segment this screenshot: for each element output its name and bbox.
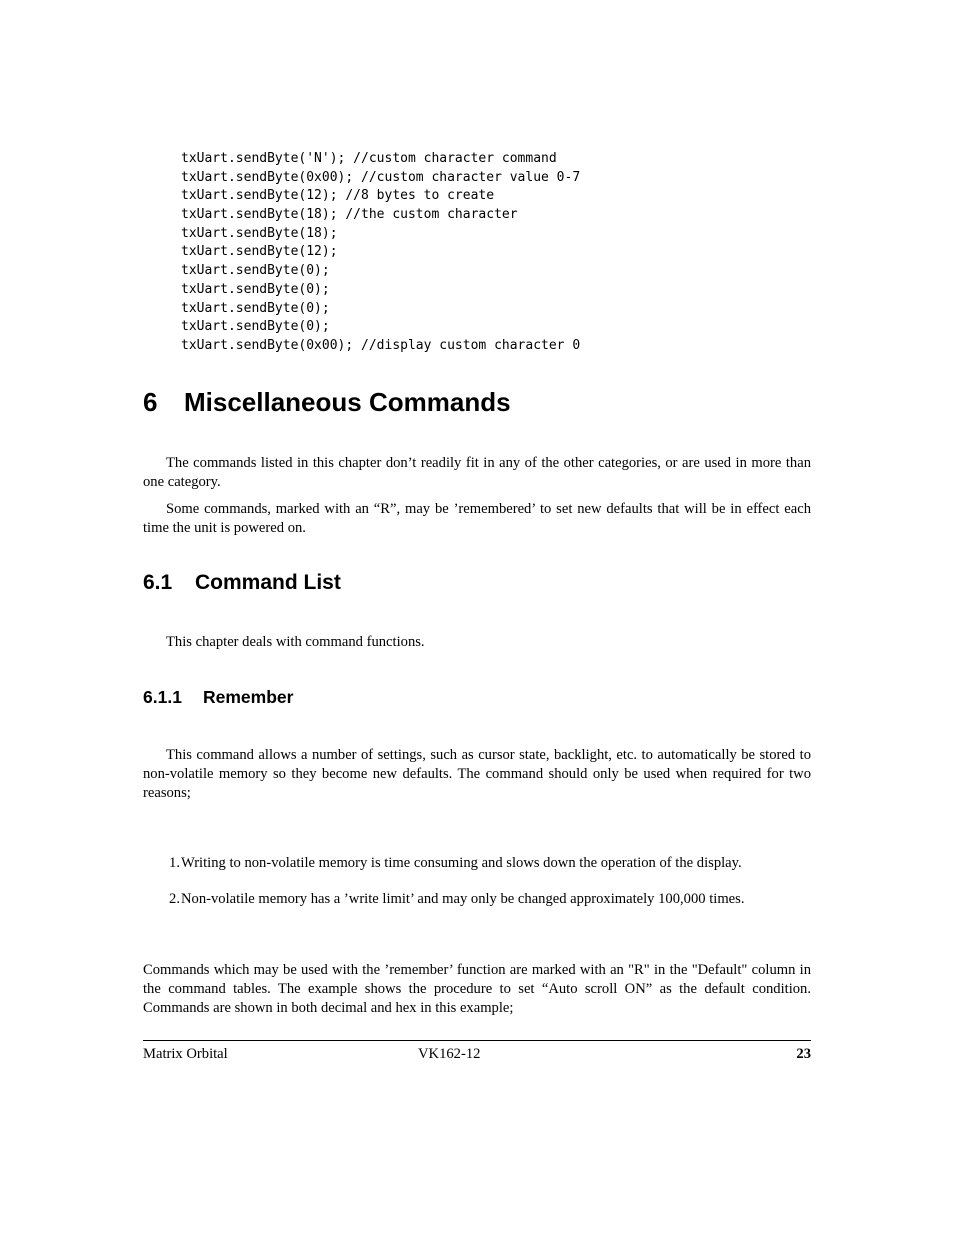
list-item-text: Writing to non-volatile memory is time consuming and slows down the operation of the display. <box>181 855 742 871</box>
subsection-number: 6.1 <box>143 571 173 594</box>
code-line: txUart.sendByte(12); //8 bytes to create <box>181 188 495 204</box>
list-item-text: Non-volatile memory has a ’write limit’ and may only be changed approximately 100,000 times. <box>181 891 745 907</box>
remember-description-paragraph: This command allows a number of settings, such as cursor state, backlight, etc. to automatically be stored to non-volatile memory so they become new defaults. The command should only be used when required for two reasons; <box>143 747 811 801</box>
code-line: txUart.sendByte(0); <box>181 281 330 297</box>
footer-company: Matrix Orbital <box>143 1046 228 1062</box>
code-line: txUart.sendByte(18); //the custom character <box>181 207 518 223</box>
code-line: txUart.sendByte(0x00); //display custom character 0 <box>181 337 581 353</box>
remember-closing-paragraph: Commands which may be used with the ’remember’ function are marked with an "R" in the "Default" column in the command tables. The example shows the procedure to set “Auto scroll ON” as the default condition. Commands are shown in both decimal and hex in this example; <box>143 962 811 1016</box>
code-line: txUart.sendByte(0); <box>181 300 330 316</box>
code-block <box>181 150 580 356</box>
footer-page-number: 23 <box>796 1046 811 1062</box>
list-marker: 2. <box>169 891 180 907</box>
footer-divider <box>143 1040 811 1041</box>
section-title: Miscellaneous Commands <box>184 387 511 417</box>
subsection-title: Command List <box>195 571 341 594</box>
code-line: txUart.sendByte('N'); //custom character command <box>181 151 557 166</box>
code-line: txUart.sendByte(0); <box>181 319 330 335</box>
footer-model: VK162-12 <box>418 1046 481 1062</box>
list-item <box>143 854 811 873</box>
section-intro-paragraph: The commands listed in this chapter don’t readily fit in any of the other categories, or are used in more than one category. <box>143 455 811 490</box>
subsubsection-number: 6.1.1 <box>143 687 182 707</box>
subsection-paragraph: This chapter deals with command functions. <box>166 634 425 650</box>
code-line: txUart.sendByte(0); <box>181 263 330 279</box>
code-line: txUart.sendByte(18); <box>181 225 338 241</box>
document-page <box>143 0 811 1235</box>
subsubsection-title: Remember <box>203 687 294 707</box>
section-remember-paragraph: Some commands, marked with an “R”, may be ’remembered’ to set new defaults that will be in effect each time the unit is powered on. <box>143 501 811 536</box>
section-number: 6 <box>143 387 158 417</box>
list-marker: 1. <box>169 855 180 871</box>
list-item <box>143 890 811 909</box>
code-line: txUart.sendByte(12); <box>181 244 338 260</box>
code-line: txUart.sendByte(0x00); //custom character value 0-7 <box>181 169 581 185</box>
subsection-heading <box>143 569 341 597</box>
section-heading <box>143 386 511 418</box>
subsubsection-heading <box>143 685 293 709</box>
